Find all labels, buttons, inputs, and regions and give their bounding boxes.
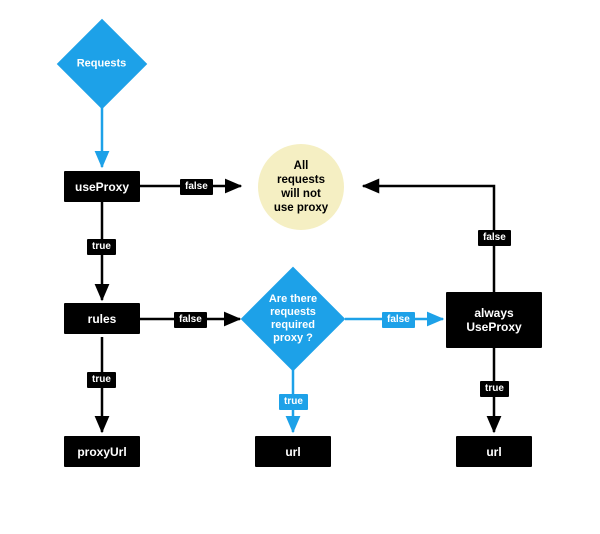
node-requests-label: Requests [77, 57, 127, 70]
edge-label-text: true [485, 383, 504, 394]
node-requests-required-proxy-decision-label: Are there requests required proxy ? [268, 293, 318, 344]
node-all-requests-no-proxy[interactable] [258, 144, 344, 230]
edge-label-decision-false [382, 312, 415, 328]
node-url-right-label: url [486, 444, 502, 459]
node-always-use-proxy[interactable] [446, 292, 542, 348]
edge-label-use-proxy-false [180, 179, 213, 195]
node-proxy-url-label: proxyUrl [77, 444, 127, 459]
edge-label-text: true [284, 396, 303, 407]
node-requests[interactable] [57, 19, 148, 110]
node-rules-label: rules [87, 311, 117, 326]
node-url-right[interactable] [456, 436, 532, 467]
edge-label-text: false [185, 181, 208, 192]
node-always-use-proxy-label: always UseProxy [466, 306, 522, 334]
edge-label-text: false [387, 314, 410, 325]
node-requests-required-proxy-decision[interactable] [241, 267, 346, 372]
node-proxy-url[interactable] [64, 436, 140, 467]
node-use-proxy-label: useProxy [74, 179, 130, 194]
edge-label-always-use-proxy-false [478, 230, 511, 246]
node-url-middle[interactable] [255, 436, 331, 467]
node-use-proxy[interactable] [64, 171, 140, 202]
edge-label-text: false [179, 314, 202, 325]
edge-label-text: true [92, 374, 111, 385]
edge-label-rules-true [87, 372, 116, 388]
edge-label-text: false [483, 232, 506, 243]
node-all-requests-no-proxy-label: All requests will not use proxy [273, 160, 329, 214]
edge-label-decision-true [279, 394, 308, 410]
edge-label-always-use-proxy-true [480, 381, 509, 397]
edge-label-use-proxy-true [87, 239, 116, 255]
node-url-middle-label: url [285, 444, 301, 459]
edge-label-rules-false [174, 312, 207, 328]
edge-label-text: true [92, 241, 111, 252]
node-rules[interactable] [64, 303, 140, 334]
